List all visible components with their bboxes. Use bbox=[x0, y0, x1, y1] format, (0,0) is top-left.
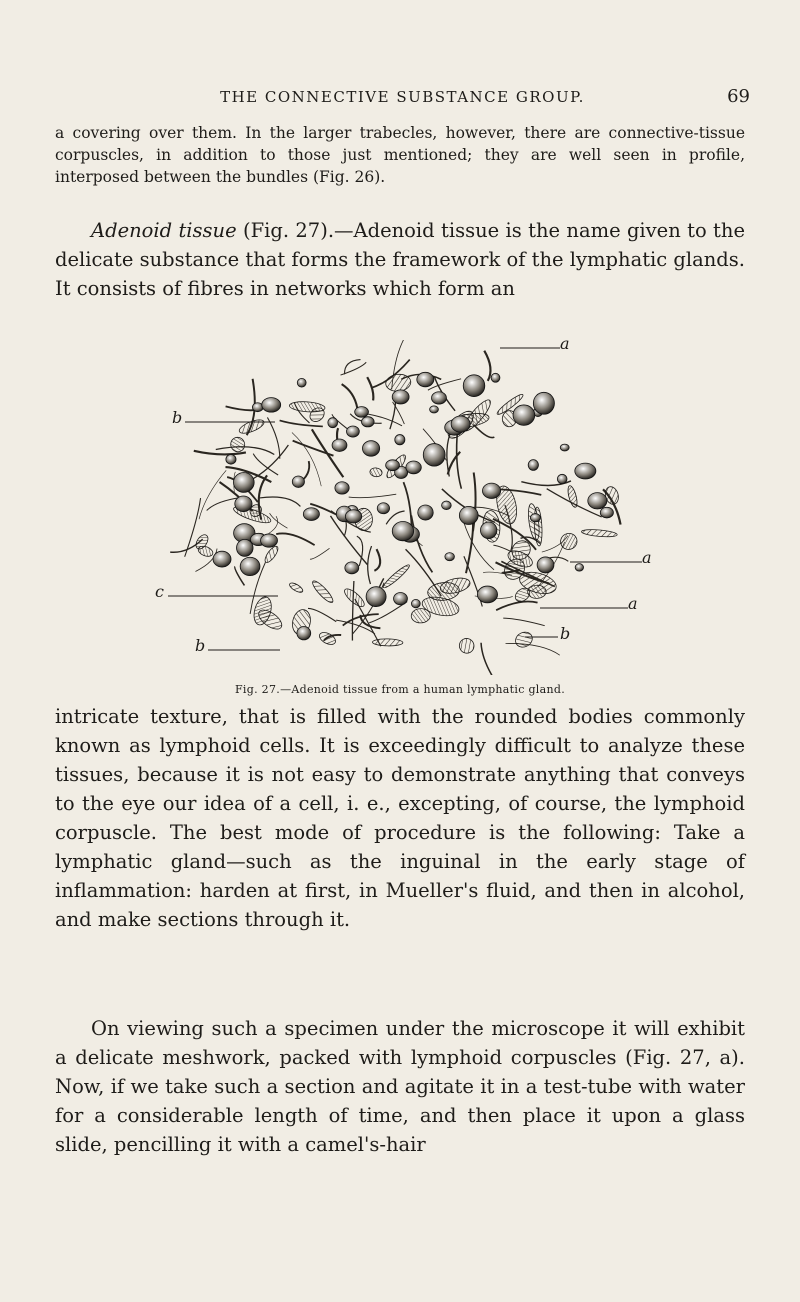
lymphoid-cell bbox=[394, 593, 408, 605]
tissue-fibre bbox=[374, 549, 380, 571]
paragraph-microscope: On viewing such a specimen under the microscope it will exhibit a delicate meshwork, packed with lymphoid corpuscles (Fig. 27, a). Now, if we take such a section and agitate it in a test-tube with water for a considerable length of time, and then place it upon a glass slide, pencilling it with a camel's-hair bbox=[55, 1017, 745, 1156]
lymphoid-cell bbox=[240, 557, 260, 575]
lymphoid-cell bbox=[345, 510, 361, 523]
tissue-fibre bbox=[352, 581, 353, 641]
tissue-bundle bbox=[289, 401, 325, 413]
tissue-bundle bbox=[566, 485, 579, 508]
lymphoid-cell bbox=[528, 460, 538, 471]
lymphoid-cell bbox=[600, 507, 613, 518]
lymphoid-cell bbox=[480, 522, 496, 539]
lymphoid-cell bbox=[292, 476, 304, 487]
tissue-bundle bbox=[372, 639, 403, 647]
lymphoid-cell bbox=[588, 493, 607, 509]
lymphoid-cell bbox=[261, 534, 278, 547]
lymphoid-cell bbox=[513, 405, 535, 425]
figure-label-a-right-middle: a bbox=[628, 594, 638, 613]
tissue-fibre bbox=[493, 545, 511, 551]
lymphoid-cell bbox=[537, 557, 554, 573]
tissue-bundle bbox=[369, 467, 382, 477]
lymphoid-cell bbox=[392, 521, 413, 540]
lymphoid-cell bbox=[575, 564, 583, 571]
tissue-fibre bbox=[496, 601, 537, 610]
tissue-fibre bbox=[390, 400, 396, 429]
tissue-bundle bbox=[263, 544, 280, 564]
lymphoid-cell bbox=[445, 553, 455, 561]
lymphoid-cell bbox=[482, 483, 500, 498]
lymphoid-cell bbox=[392, 390, 409, 404]
lymphoid-cell bbox=[347, 426, 360, 437]
paragraph-continuation: a covering over them. In the larger trabecles, however, there are connective-tissue corpuscles, in addition to those just mentioned; they are well seen in profile, interposed between the bundles (Fig. 26). bbox=[55, 124, 745, 186]
tissue-fibre bbox=[267, 417, 279, 458]
tissue-fibre bbox=[345, 360, 361, 375]
lymphoid-cell bbox=[417, 372, 434, 387]
lymphoid-cell bbox=[377, 503, 389, 514]
tissue-fibre bbox=[308, 608, 336, 621]
lymphoid-cell bbox=[362, 441, 379, 457]
figure-label-b-bottom: b bbox=[195, 636, 206, 655]
lymphoid-cell bbox=[451, 416, 470, 432]
lymphoid-cell bbox=[366, 587, 386, 607]
lymphoid-cell bbox=[226, 455, 236, 465]
lymphoid-cell bbox=[297, 378, 306, 387]
lymphoid-cell bbox=[459, 506, 478, 524]
tissue-bundle bbox=[317, 630, 337, 647]
lymphoid-cell bbox=[430, 406, 439, 413]
tissue-fibre bbox=[367, 377, 373, 400]
lymphoid-cell bbox=[491, 373, 500, 382]
section-heading-adenoid-tissue: Adenoid tissue bbox=[91, 219, 237, 242]
lymphoid-cell bbox=[533, 392, 554, 414]
tissue-fibre bbox=[270, 513, 288, 528]
tissue-fibre bbox=[199, 470, 226, 519]
tissue-bundle bbox=[558, 531, 580, 553]
tissue-fibre bbox=[349, 494, 397, 497]
tissue-bundle bbox=[342, 586, 367, 609]
lymphoid-cell bbox=[530, 514, 540, 522]
running-head: THE CONNECTIVE SUBSTANCE GROUP. bbox=[220, 88, 585, 106]
lymphoid-cell bbox=[395, 435, 405, 445]
lymphoid-cell bbox=[361, 417, 374, 427]
figure-label-c-left: c bbox=[155, 582, 164, 601]
tissue-fibre bbox=[368, 546, 372, 584]
lymphoid-cell bbox=[262, 398, 281, 413]
tissue-fibre bbox=[310, 548, 330, 559]
lymphoid-cell bbox=[432, 392, 447, 404]
tissue-bundle bbox=[238, 417, 266, 436]
lymphoid-cell bbox=[423, 444, 445, 467]
figure-27-illustration bbox=[150, 334, 660, 675]
tissue-fibre bbox=[474, 425, 495, 438]
page-header bbox=[55, 88, 750, 114]
tissue-bundle bbox=[228, 435, 246, 454]
page-number: 69 bbox=[727, 86, 750, 107]
lymphoid-cell bbox=[213, 551, 231, 567]
lymphoid-cell bbox=[355, 407, 369, 418]
lymphoid-cell bbox=[560, 444, 569, 451]
tissue-bundle bbox=[457, 636, 477, 656]
tissue-fibre bbox=[253, 454, 278, 475]
paragraph-intricate-texture: intricate texture, that is filled with the rounded bodies commonly known as lymphoid cells. It is exceedingly difficult to analyze these tissues, because it is not easy to demonstrate anything that conveys to the eye our idea of a cell, i. e., excepting, of course, the lymphoid corpuscle. The best mode of procedure is the following: Take a lymphatic gland—such as the inguinal in the early stage of inflammation: harden at first, in Mueller's fluid, and then in alcohol, and make sections through it. bbox=[55, 705, 745, 931]
figure-label-a-top: a bbox=[560, 334, 570, 353]
tissue-bundle bbox=[581, 528, 617, 538]
tissue-fibre bbox=[503, 618, 544, 626]
tissue-bundle bbox=[288, 581, 304, 594]
tissue-fibre bbox=[342, 384, 358, 408]
lymphoid-cell bbox=[303, 508, 319, 521]
lymphoid-cell bbox=[237, 539, 254, 556]
lymphoid-cell bbox=[463, 375, 485, 397]
lymphoid-cell bbox=[575, 463, 596, 479]
adenoid-tissue-drawing bbox=[150, 340, 660, 675]
tissue-fibre bbox=[276, 533, 314, 545]
figure-caption: Fig. 27.—Adenoid tissue from a human lymphatic gland. bbox=[234, 683, 565, 696]
lymphoid-cell bbox=[233, 472, 254, 492]
tissue-fibre bbox=[336, 620, 375, 634]
lymphoid-cell bbox=[328, 418, 338, 428]
lymphoid-cell bbox=[442, 501, 452, 509]
lymphoid-cell bbox=[418, 505, 433, 520]
tissue-bundle bbox=[310, 579, 335, 605]
tissue-fibre bbox=[360, 615, 380, 628]
lymphoid-cell bbox=[406, 461, 421, 474]
lymphoid-cell bbox=[557, 474, 567, 483]
tissue-fibre bbox=[484, 351, 490, 381]
tissue-fibre bbox=[506, 643, 560, 655]
lymphoid-cell bbox=[235, 496, 252, 512]
figure-label-b-right: b bbox=[560, 624, 571, 643]
lymphoid-cell bbox=[332, 439, 347, 451]
paragraph-adenoid-tissue bbox=[55, 216, 745, 303]
tissue-fibre bbox=[357, 536, 363, 566]
tissue-bundle bbox=[513, 629, 535, 649]
lymphoid-cell bbox=[335, 482, 349, 494]
tissue-fibre bbox=[411, 515, 432, 572]
tissue-fibre bbox=[481, 643, 502, 675]
tissue-fibre bbox=[260, 497, 301, 506]
tissue-bundle bbox=[381, 563, 411, 590]
lymphoid-cell bbox=[386, 460, 400, 471]
figure-label-b-left: b bbox=[172, 408, 183, 427]
lymphoid-cell bbox=[477, 586, 497, 603]
lymphoid-cell bbox=[411, 599, 420, 608]
paragraph-adenoid-body: (Fig. 27).—Adenoid tissue is the name given to the delicate substance that forms the framework of the lymphatic glands. It consists of fibres in networks which form an bbox=[55, 219, 745, 300]
lymphoid-cell bbox=[345, 562, 359, 574]
figure-label-a-right: a bbox=[642, 548, 652, 567]
lymphoid-cell bbox=[297, 627, 311, 640]
